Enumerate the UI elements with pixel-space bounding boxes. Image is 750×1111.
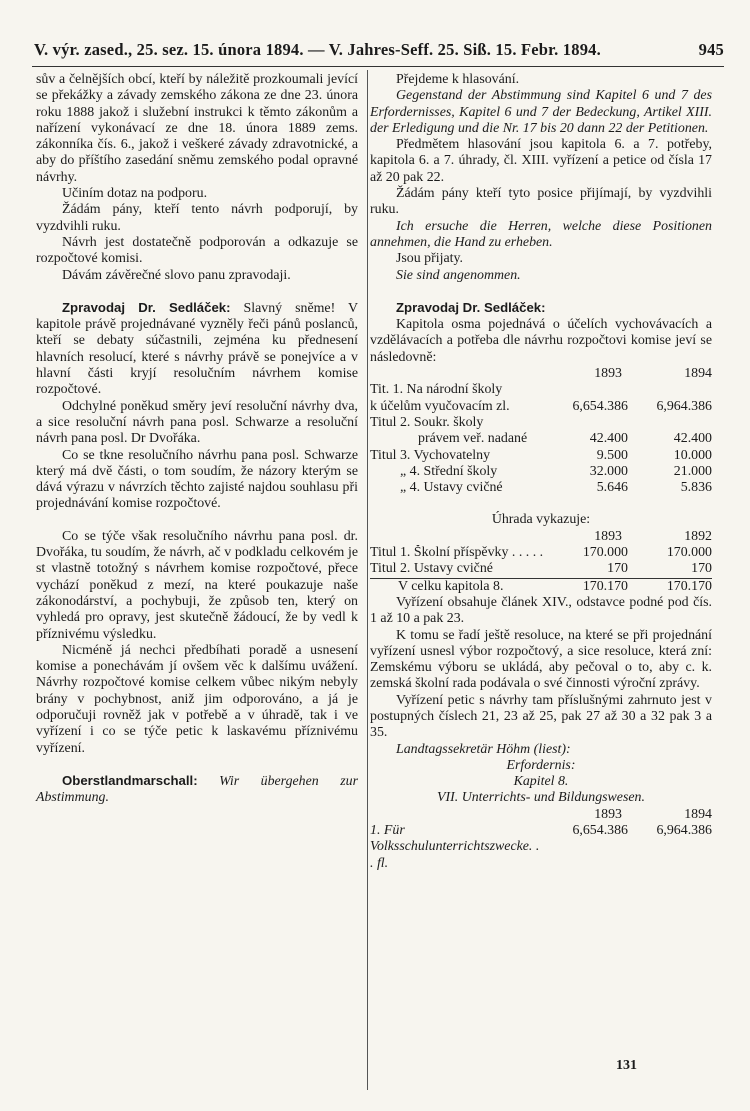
year-label: 1893 <box>594 806 622 822</box>
secretary-line: Landtagssekretär Höhm (liest): <box>396 741 571 757</box>
row-label: „ 4. Ustavy cvičné <box>400 480 503 496</box>
row-label: Titul 2. Soukr. školy <box>370 414 484 430</box>
cover-heading: Úhrada vykazuje: <box>491 512 591 528</box>
speech-text: Slavný sněme! V kapitole právě projednávané vyzněly řeči pánů poslanců, kteří se debaty súčastnili, zejména ku přednesení hlavních resolucí, které s návrhy právě se ponejvíce a v hlavní části kryjí resolučním návrhem komise rozpočtové. <box>36 300 358 398</box>
header-rule <box>32 66 724 67</box>
header-page-number: 945 <box>698 40 724 59</box>
table-row <box>370 448 712 464</box>
paragraph: Učiním dotaz na podporu. <box>62 186 208 202</box>
cover-table <box>370 545 712 595</box>
section-title: VII. Unterrichts- und Bildungswesen. <box>437 790 645 806</box>
speech-paragraph <box>36 300 358 399</box>
table-row <box>370 480 712 496</box>
left-column <box>36 72 358 806</box>
speaker-name: Zpravodaj Dr. Sedláček: <box>396 299 546 315</box>
row-label: Titul 3. Vychovatelny <box>370 447 491 463</box>
paragraph: Co se tkne resolučního návrhu pana posl. Schwarze který má dvě části, o tom soudím, že názory kterým se dává výrazu v návrzích těchto zajisté najdou souhlasu při projednávání komise rozpočtové. <box>36 447 358 512</box>
row-label: právem veř. nadané <box>418 431 528 447</box>
section-label: Kapitel 8. <box>513 774 569 790</box>
paragraph: Kapitola osma pojednává o účelích vychovávacích a vzdělávacích a potřeba dle návrhu rozpočtovi komise jeví se následovně: <box>370 317 712 365</box>
table-row <box>370 415 712 431</box>
spacer <box>36 757 358 773</box>
running-header <box>34 40 724 60</box>
paragraph: Předmětem hlasování jsou kapitola 6. a 7. potřeby, kapitola 6. a 7. úhrady, čl. XIII. vyřízení a petice od čísla 17 až 20 pak 22. <box>370 137 712 185</box>
paragraph: Žádám pány kteří tyto posice přijímají, by vyzdvihli ruku. <box>370 186 712 218</box>
row-value: 10.000 <box>673 447 712 463</box>
row-label: „ 4. Střední školy <box>400 463 498 479</box>
row-value: 6,654.386 <box>572 398 628 414</box>
table-row <box>370 464 712 480</box>
row-value: 6,654.386 <box>572 823 628 839</box>
row-label: 1. Für Volksschulunterrichtszwecke. . . fl. <box>370 823 540 871</box>
row-value: 170 <box>691 561 712 577</box>
year-header-row <box>370 529 712 545</box>
paragraph: Návrh jest dostatečně podporován a odkazuje se rozpočtové komisi. <box>36 234 358 267</box>
year-label: 1894 <box>684 806 712 822</box>
speaker-line <box>370 300 712 317</box>
row-value: 170.000 <box>582 545 628 561</box>
row-label: Tit. 1. Na národní školy <box>370 382 503 398</box>
table-row <box>370 382 712 398</box>
spacer <box>36 513 358 529</box>
row-value: 21.000 <box>673 463 712 479</box>
speaker-name: Zpravodaj Dr. Sedláček: <box>62 299 231 315</box>
row-label: k účelům vyučovacím zl. <box>370 398 510 414</box>
speech-text: Wir übergehen zur Abstimmung. <box>36 773 358 806</box>
year-label: 1893 <box>594 366 622 382</box>
table-row-total <box>370 578 712 595</box>
paragraph: Vyřízení petic s návrhy tam příslušnými zahrnuto jest v postupných číslech 21, 23 až 25, pak 27 až 30 a 32 pak 3 a 35. <box>370 692 712 741</box>
row-value: 9.500 <box>596 447 628 463</box>
row-value: 42.400 <box>589 431 628 447</box>
speaker-name: Oberstlandmarschall: <box>62 772 198 788</box>
table-row <box>370 545 712 561</box>
speech-paragraph <box>36 773 358 807</box>
table-row <box>370 823 712 872</box>
row-value: 42.400 <box>673 431 712 447</box>
paragraph-german: Gegenstand der Abstimmung sind Kapitel 6 und 7 des Erfordernisses, Kapitel 6 und 7 der Bedeckung, Artikel XIII. der Erledigung und die Nr. 17 bis 20 dann 22 der Petitionen. <box>370 88 712 136</box>
row-value: 170.170 <box>582 578 628 594</box>
paragraph: Žádám pány, kteří tento návrh podporují, by vyzdvihli ruku. <box>36 202 358 234</box>
paragraph: sův a čelnějších obcí, kteří by náležitě prozkoumali jevící se překážky a závady zemského zákona ze dne 23. února roku 1888 jakož i služební instrukci k těmto zákonům a nařízení vykonávací ze dne 18. února 1889 zems. zákonníka čís. 6., jakož i veškeré závady zdravotnické, a aby do příštího zasedání sněmu zemského podal opravné návrhy. <box>36 72 358 185</box>
row-value: 6,964.386 <box>656 398 712 414</box>
year-label: 1893 <box>594 528 622 544</box>
row-label: Titul 1. Školní příspěvky . . . . . <box>370 545 544 561</box>
row-label: V celku kapitola 8. <box>398 578 504 594</box>
paragraph: Jsou přijaty. <box>396 251 464 267</box>
paragraph: Nicméně já nechci předbíhati poradě a usnesení komise a ponechávám jí ovšem věc k dalšímu uvážení. Návrhy rozpočtové komise celkem vůbec nikým nebyly brány v pochybnost, aniž jim odporováno, a já je odporučuji rovněž jak v potřebě a v úhradě, tak i ve vyřízení i co se týče petic k laskavému příznivému vyřízení. <box>36 642 358 756</box>
year-label: 1894 <box>684 366 712 382</box>
paragraph: Co se týče však resolučního návrhu pana posl. dr. Dvořáka, tu soudím, že návrh, ač v podkladu celkovém je st vlastně totožný s návrhem komise rozpočtové, přece vychází poněkud z mezí, na které poukazuje naše zákonodárství, a pochybuji, že způsob ten, který on vyhledá pro opravy, jest skutečně žádoucí, že by vedl k příznivému výsledku. <box>36 528 358 642</box>
table-row <box>370 399 712 415</box>
paragraph: K tomu se řadí ještě resoluce, na které se při projednání vyřízení usnesl výbor rozpočtový, a sice resoluce, která zní: Zemskému výboru se ukládá, aby pečoval o to, aby c. k. zemská školní rada podávala o své činnosti výroční zprávy. <box>370 627 712 692</box>
row-value: 32.000 <box>589 463 628 479</box>
row-value: 170 <box>607 561 628 577</box>
signature-number: 131 <box>616 1058 637 1073</box>
header-session-line: V. výr. zased., 25. sez. 15. února 1894. — V. Jahres-Seff. 25. Siß. 15. Febr. 1894. <box>34 40 601 59</box>
spacer <box>370 496 712 512</box>
paragraph: Odchylné poněkud směry jeví resoluční návrhy dva, a sice resoluční návrh pana posl. Schwarze a resoluční návrh pana posl. Dr Dvořáka. <box>36 398 358 447</box>
year-header-row <box>370 366 712 382</box>
paragraph: Přejdeme k hlasování. <box>396 72 520 87</box>
row-value: 170.000 <box>666 545 712 561</box>
table-row <box>370 431 712 447</box>
row-value: 6,964.386 <box>656 823 712 839</box>
paragraph: Vyřízení obsahuje článek XIV., odstavce podné pod čís. 1 až 10 a pak 23. <box>370 594 712 627</box>
right-column <box>370 72 712 872</box>
row-label: Titul 2. Ustavy cvičné <box>370 561 493 577</box>
column-divider <box>367 70 368 1090</box>
paragraph: Dávám závěrečné slovo panu zpravodaji. <box>62 267 291 283</box>
paragraph-german: Ich ersuche die Herren, welche diese Positionen annehmen, die Hand zu erheben. <box>370 218 712 250</box>
row-value: 5.836 <box>680 480 712 496</box>
year-label: 1892 <box>684 528 712 544</box>
row-value: 170.170 <box>666 578 712 594</box>
paragraph-german: Sie sind angenommen. <box>396 267 521 283</box>
section-label: Erfordernis: <box>506 757 576 773</box>
year-header-row <box>370 807 712 823</box>
table-row <box>370 561 712 577</box>
needs-table <box>370 382 712 496</box>
row-value: 5.646 <box>596 480 628 496</box>
spacer <box>36 284 358 300</box>
spacer <box>370 284 712 300</box>
